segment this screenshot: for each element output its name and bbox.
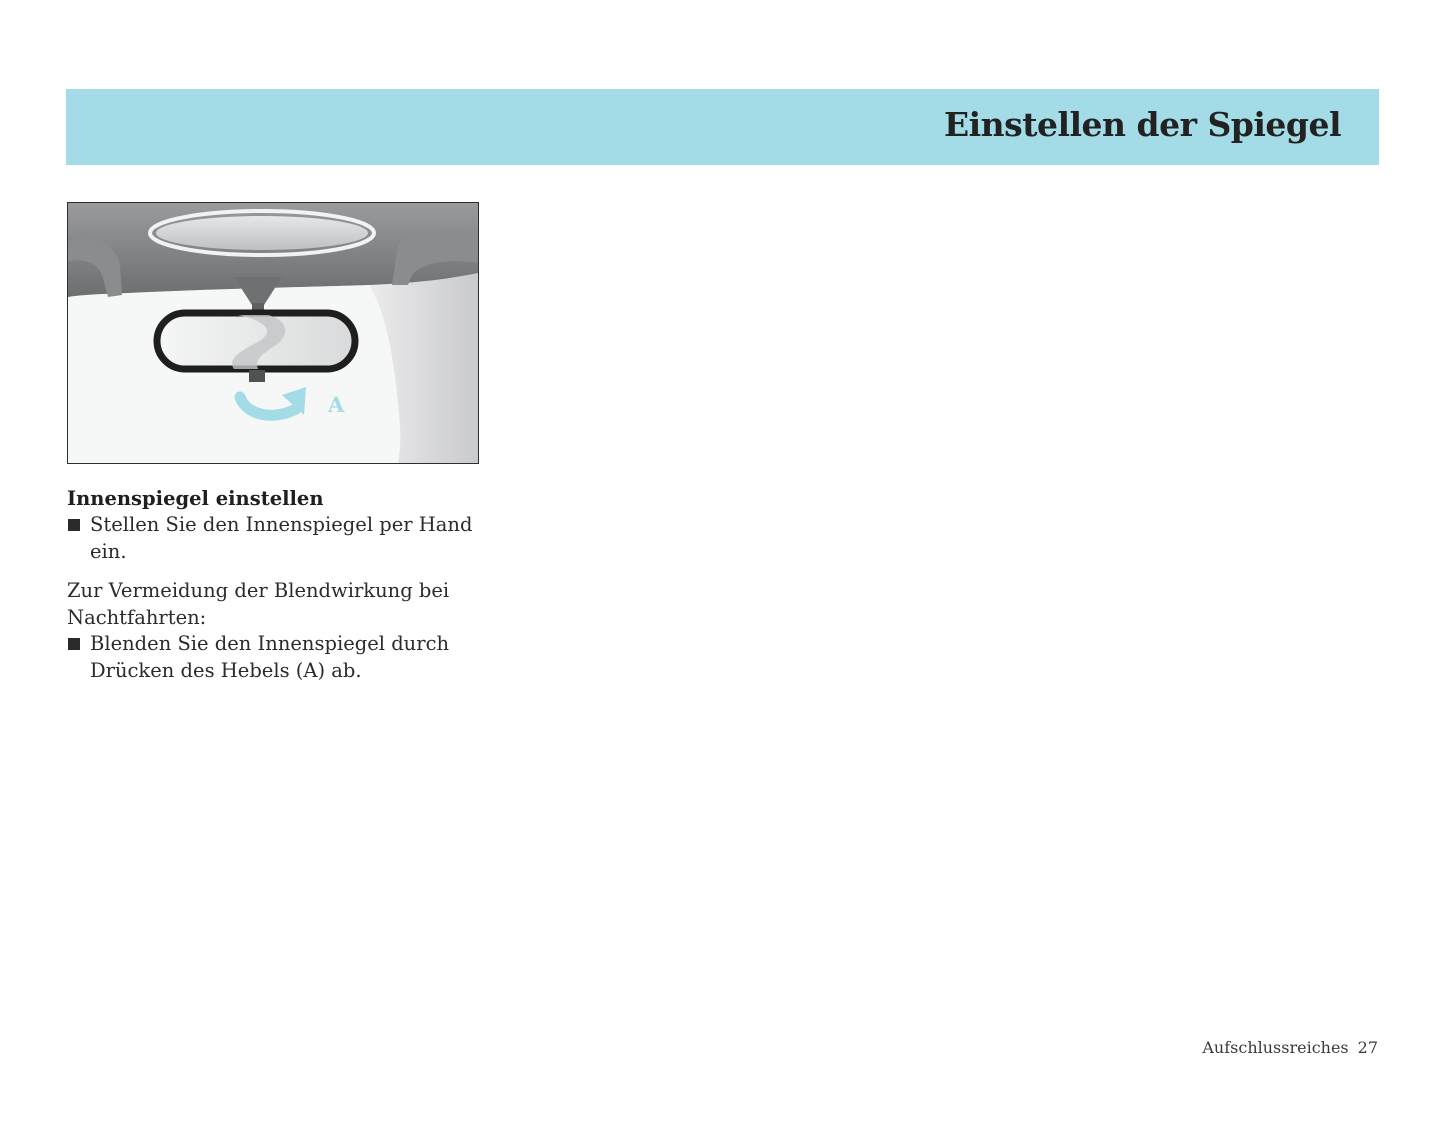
square-bullet-icon [68, 519, 80, 531]
page-number: 27 [1357, 1038, 1378, 1057]
square-bullet-icon [68, 638, 80, 650]
section-heading: Innenspiegel einstellen [67, 487, 324, 510]
page-title: Einstellen der Spiegel [943, 105, 1341, 144]
bullet-adjust-mirror [67, 512, 487, 565]
header-band [66, 89, 1379, 165]
page-footer [1202, 1038, 1378, 1057]
dome-lamp [156, 216, 368, 250]
dimming-lever [249, 370, 265, 382]
night-driving-paragraph: Zur Vermeidung der Blendwirkung bei Nachtfahrten: [67, 579, 450, 629]
footer-section-name: Aufschlussreiches [1202, 1038, 1349, 1057]
instructions [67, 486, 487, 684]
bullet-text: Stellen Sie den Innenspiegel per Hand ein. [90, 513, 473, 563]
bullet-text: Blenden Sie den Innenspiegel durch Drücken des Hebels (A) ab. [90, 632, 450, 682]
mirror-illustration [67, 202, 479, 464]
callout-label-a: A [328, 392, 345, 417]
bullet-dim-mirror [67, 631, 487, 684]
